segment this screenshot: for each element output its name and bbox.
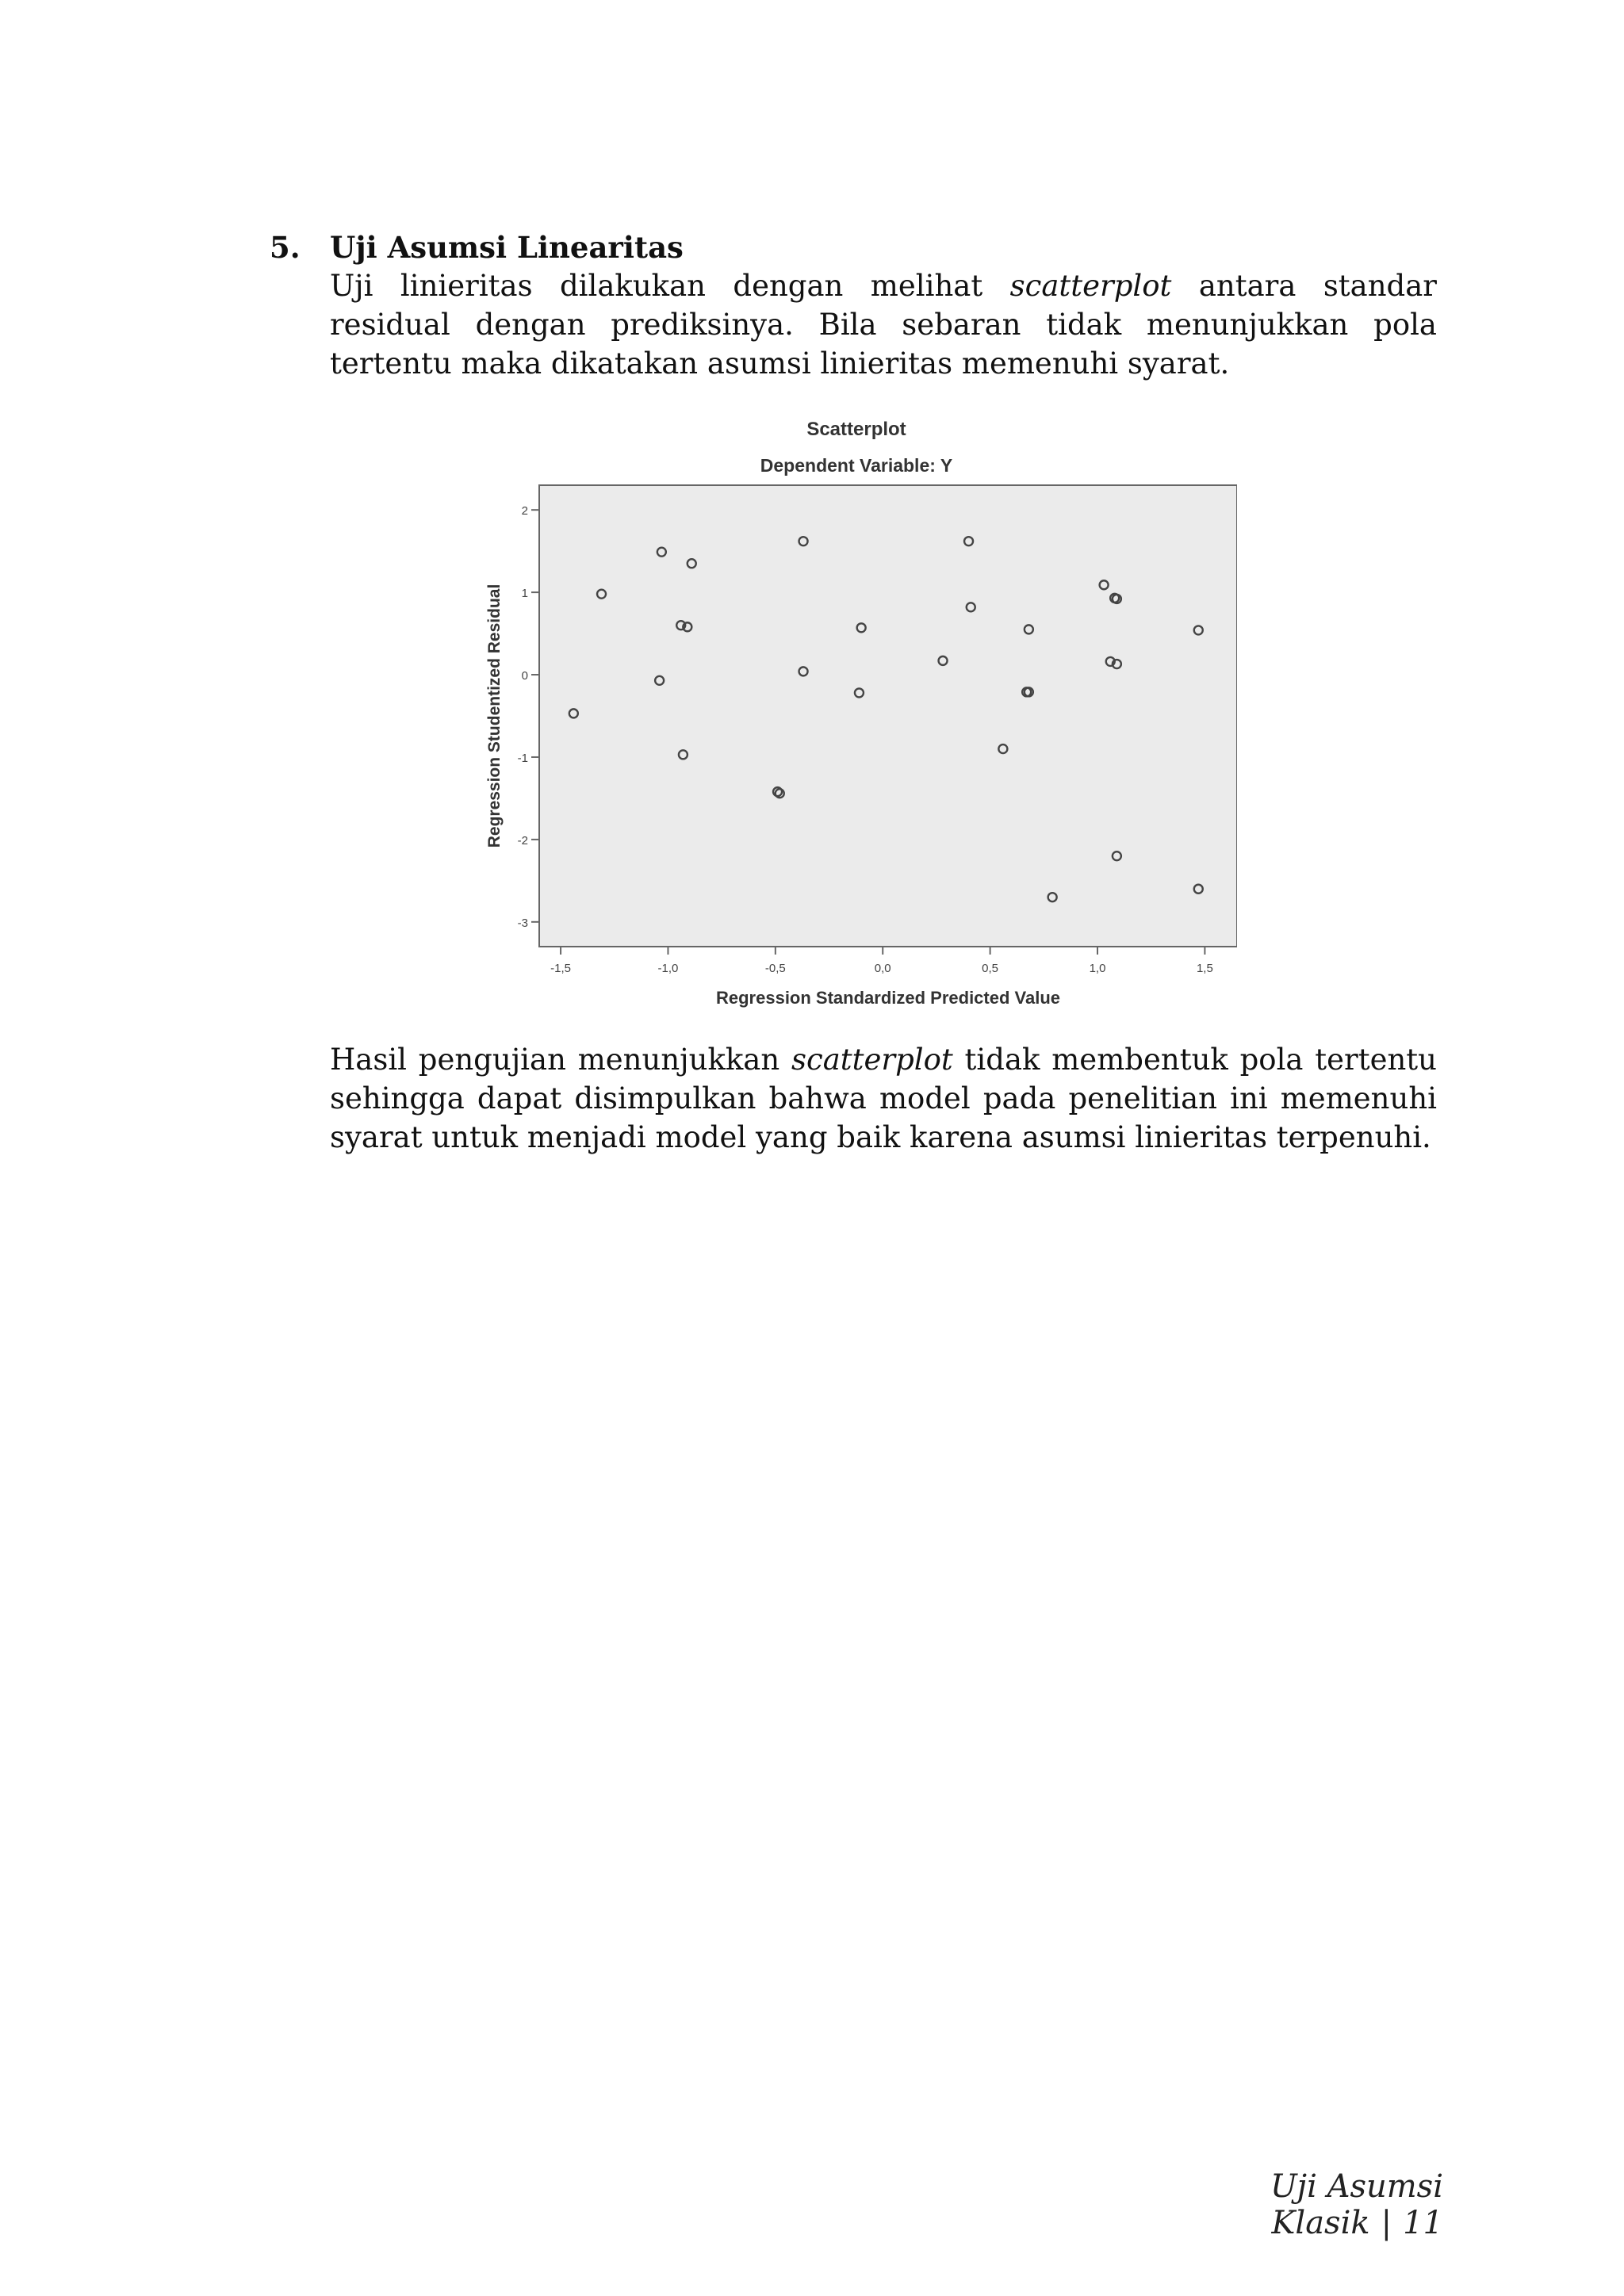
plot-area <box>539 485 1237 947</box>
result-paragraph <box>330 1040 1437 1157</box>
x-tick-label: 1,0 <box>1089 962 1106 975</box>
page-number: 11 <box>1403 2205 1443 2241</box>
section-linearity <box>270 228 1437 383</box>
x-tick-label: 1,5 <box>1196 962 1213 975</box>
page-footer <box>1134 2168 1443 2241</box>
footer-title: Uji Asumsi Klasik <box>1270 2168 1443 2241</box>
footer-separator: | <box>1381 2205 1392 2241</box>
y-tick-label: -3 <box>517 916 528 930</box>
result-section <box>330 1040 1437 1157</box>
y-tick-label: 1 <box>521 587 528 601</box>
intro-emphasis: scatterplot <box>1009 269 1172 303</box>
y-tick-label: -2 <box>517 833 528 848</box>
intro-text-2: antara standar residual dengan prediksinya. Bila sebaran tidak menunjukkan pola tertentu maka dikatakan asumsi linieritas memenuhi syarat. <box>330 269 1437 381</box>
x-tick-label: 0,5 <box>982 962 999 975</box>
x-axis <box>550 947 1213 975</box>
y-axis <box>518 504 539 930</box>
y-tick-label: 2 <box>521 504 528 519</box>
y-axis-label: Regression Studentized Residual <box>485 584 504 848</box>
y-tick-label: -1 <box>517 751 528 765</box>
intro-text-1: Uji linieritas dilakukan dengan melihat <box>330 269 1010 303</box>
scatterplot-chart <box>476 412 1237 1015</box>
chart-title: Scatterplot <box>806 419 906 440</box>
x-tick-label: -0,5 <box>764 962 786 975</box>
x-tick-label: -1,0 <box>657 962 679 975</box>
intro-paragraph <box>330 266 1437 383</box>
x-axis-label: Regression Standardized Predicted Value <box>715 988 1061 1008</box>
y-tick-label: 0 <box>521 669 528 683</box>
chart-subtitle: Dependent Variable: Y <box>760 455 953 476</box>
result-emphasis: scatterplot <box>791 1043 953 1077</box>
scatterplot-figure <box>476 412 1237 1015</box>
result-text-1: Hasil pengujian menunjukkan <box>330 1043 791 1077</box>
x-tick-label: 0,0 <box>874 962 891 975</box>
section-number: 5. <box>270 230 301 265</box>
section-title: Uji Asumsi Linearitas <box>330 230 684 265</box>
x-tick-label: -1,5 <box>550 962 572 975</box>
section-heading <box>270 228 1437 266</box>
result-text-2: tidak membentuk pola tertentu sehingga dapat disimpulkan bahwa model pada penelitian ini memenuhi syarat untuk menjadi model yang baik karena asumsi linieritas terpenuhi. <box>330 1043 1438 1154</box>
